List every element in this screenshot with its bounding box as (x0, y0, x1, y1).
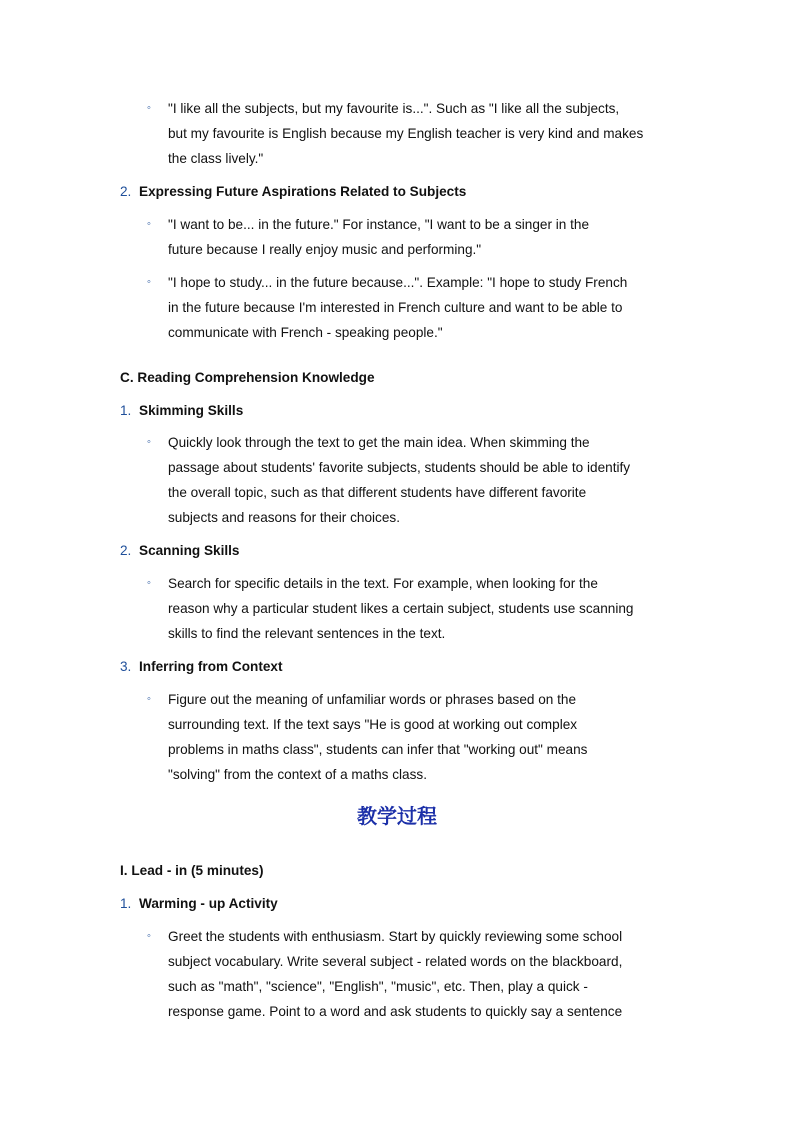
text-line: response game. Point to a word and ask students to quickly say a sentence (168, 1004, 623, 1019)
bullet-marker: ◦ (147, 693, 151, 705)
list-number: 1. (120, 896, 132, 911)
bullet-marker: ◦ (147, 218, 151, 230)
text-line: future because I really enjoy music and performing." (168, 242, 482, 257)
list-number: 1. (120, 403, 132, 418)
list-number: 3. (120, 659, 132, 674)
text-line: Quickly look through the text to get the main idea. When skimming the (168, 435, 590, 450)
section-heading-reading: C. Reading Comprehension Knowledge (120, 370, 375, 385)
text-line: "solving" from the context of a maths class. (168, 767, 427, 782)
text-line: skills to find the relevant sentences in the text. (168, 626, 446, 641)
bullet-marker: ◦ (147, 577, 151, 589)
bullet-marker: ◦ (147, 436, 151, 448)
text-line: the class lively." (168, 151, 264, 166)
text-line: subjects and reasons for their choices. (168, 510, 400, 525)
bullet-paragraph-warming-up (168, 924, 688, 1024)
text-line: communicate with French - speaking people." (168, 325, 443, 340)
text-line: "I want to be... in the future." For instance, "I want to be a singer in the (168, 217, 590, 232)
subheading-future-aspirations: Expressing Future Aspirations Related to Subjects (139, 184, 467, 199)
text-line: Figure out the meaning of unfamiliar words or phrases based on the (168, 692, 577, 707)
text-line: subject vocabulary. Write several subject - related words on the blackboard, (168, 954, 623, 969)
subheading-inferring: Inferring from Context (139, 659, 283, 674)
bullet-paragraph-hope-to-study (168, 270, 688, 345)
text-line: problems in maths class", students can infer that "working out" means (168, 742, 588, 757)
text-line: Greet the students with enthusiasm. Start by quickly reviewing some school (168, 929, 623, 944)
text-line: reason why a particular student likes a certain subject, students use scanning (168, 601, 634, 616)
list-number: 2. (120, 543, 132, 558)
text-line: but my favourite is English because my English teacher is very kind and makes (168, 126, 644, 141)
bullet-paragraph-favourite (168, 96, 688, 171)
bullet-marker: ◦ (147, 276, 151, 288)
text-line: Search for specific details in the text. For example, when looking for the (168, 576, 598, 591)
bullet-marker: ◦ (147, 102, 151, 114)
text-line: passage about students' favorite subjects, students should be able to identify (168, 460, 631, 475)
section-heading-lead-in: I. Lead - in (5 minutes) (120, 863, 264, 878)
bullet-paragraph-scanning (168, 571, 688, 646)
subheading-scanning: Scanning Skills (139, 543, 240, 558)
bullet-paragraph-skimming (168, 430, 688, 530)
text-line: in the future because I'm interested in French culture and want to be able to (168, 300, 623, 315)
bullet-paragraph-want-to-be (168, 212, 688, 262)
text-line: "I hope to study... in the future because...". Example: "I hope to study French (168, 275, 628, 290)
text-line: "I like all the subjects, but my favourite is...". Such as "I like all the subjects, (168, 101, 620, 116)
list-number: 2. (120, 184, 132, 199)
text-line: surrounding text. If the text says "He is good at working out complex (168, 717, 578, 732)
subheading-skimming: Skimming Skills (139, 403, 244, 418)
page-title-teaching-process: 教学过程 (357, 804, 437, 828)
subheading-warming-up: Warming - up Activity (139, 896, 278, 911)
text-line: the overall topic, such as that different students have different favorite (168, 485, 587, 500)
bullet-marker: ◦ (147, 930, 151, 942)
bullet-paragraph-inferring (168, 687, 688, 787)
text-line: such as "math", "science", "English", "music", etc. Then, play a quick - (168, 979, 588, 994)
